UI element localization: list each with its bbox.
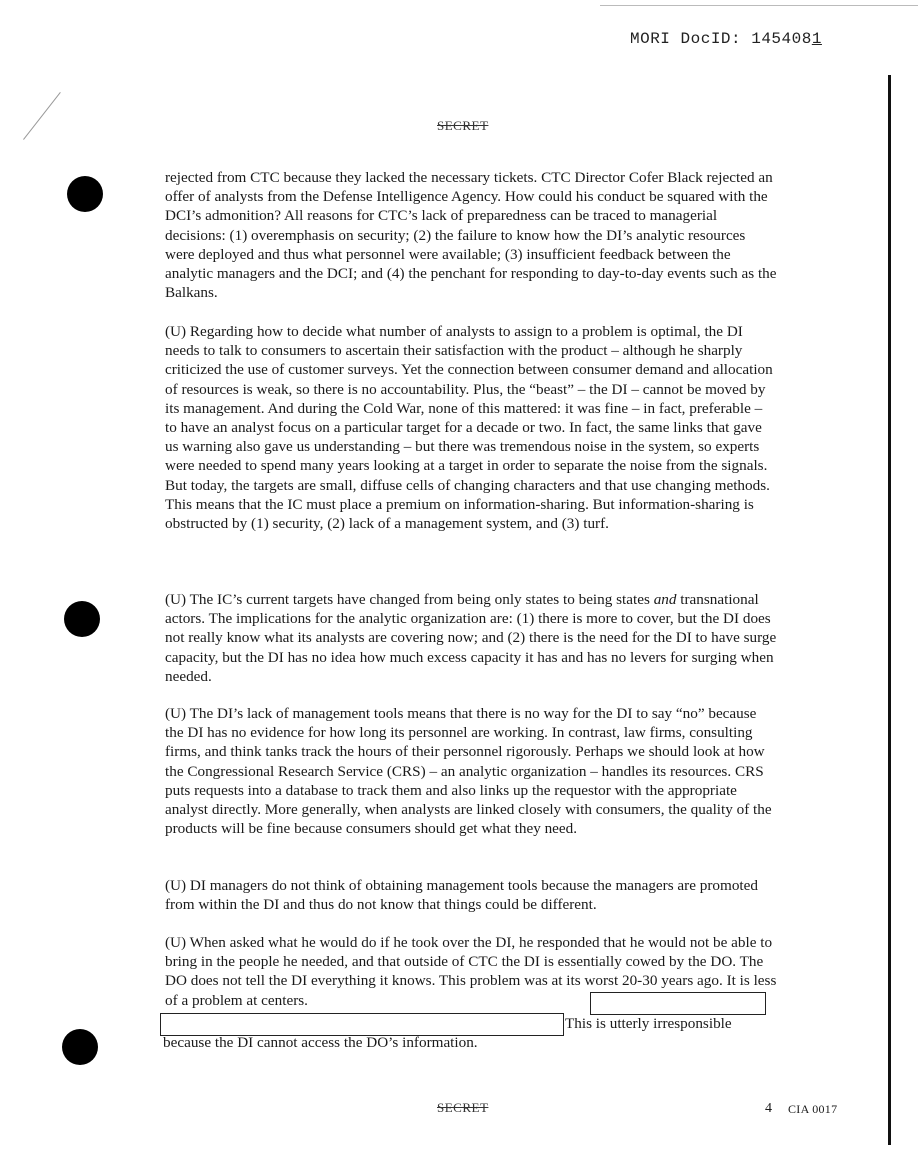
classification-marking-bottom: SECRET bbox=[437, 1100, 489, 1115]
punch-hole-bottom bbox=[62, 1029, 98, 1065]
paragraph-3 bbox=[165, 590, 777, 686]
document-id-text: MORI DocID: 145408 bbox=[630, 30, 812, 48]
punch-hole-top bbox=[67, 176, 103, 212]
document-id-last-digit: 1 bbox=[811, 30, 822, 48]
paragraph-4: (U) The DI’s lack of management tools means that there is no way for the DI to say “no” because the DI has no evidence for how long its personnel are working. In contrast, law firms, consulting firms, and think tanks track the hours of their personnel rigorously. Perhaps we should look at how the Congressional Research Service (CRS) – an analytic organization – handles its resources. CRS puts requests into a database to track them and also links up the requestor with the appropriate analyst directly. More generally, when analysts are linked closely with consumers, the quality of the products will be fine because consumers should get what they need. bbox=[165, 705, 772, 838]
paragraph-3-emphasis: and bbox=[653, 591, 677, 608]
paragraph-5: (U) DI managers do not think of obtaining management tools because the managers are promoted from within the DI and thus do not know that things could be different. bbox=[165, 877, 758, 914]
redaction-box bbox=[590, 992, 766, 1015]
paragraph-2: (U) Regarding how to decide what number of analysts to assign to a problem is optimal, the DI needs to talk to consumers to ascertain their satisfaction with the product – although he sharply criticized the use of customer surveys. Yet the connection between consumer demand and allocation of resources is weak, so there is no accountability. Plus, the “beast” – the DI – cannot be moved by its management. And during the Cold War, none of this mattered: it was fine – in fact, preferable – to have an analyst focus on a particular target for a decade or two. In fact, the same links that gave us warning also gave us understanding – but there was tremendous noise in the system, so experts were needed to spend many years looking at a target in order to separate the noise from the signals. But today, the targets are small, diffuse cells of changing characters and that use changing methods. This means that the IC must place a premium on information-sharing. But information-sharing is obstructed by (1) security, (2) lack of a management system, and (3) turf. bbox=[165, 323, 773, 533]
scan-mark bbox=[23, 92, 61, 140]
classification-marking-top: SECRET bbox=[437, 118, 489, 133]
scan-top-edge bbox=[600, 5, 918, 6]
margin-rule bbox=[888, 75, 891, 1145]
paragraph-3-start: (U) The IC’s current targets have changed from being only states to being states bbox=[165, 591, 654, 608]
paragraph-3-end: transnational actors. The implications for the analytic organization are: (1) there is more to cover, but the DI does not really know what its analysts are covering now; and (2) there is the need for the DI to have surge capacity, but the DI has no idea how much excess capacity it has and has no levers for surging when needed. bbox=[165, 591, 777, 685]
paragraph-6: (U) When asked what he would do if he took over the DI, he responded that he would not be able to bring in the people he needed, and that outside of CTC the DI is essentially cowed by the DO. The DO does not tell the DI everything it knows. This problem was at its worst 20-30 years ago. It is less of a problem at centers. bbox=[165, 934, 777, 1009]
document-id bbox=[630, 30, 822, 48]
paragraph-6-continuation: This is utterly irresponsible bbox=[565, 1015, 732, 1032]
page-number: 4 bbox=[765, 1101, 772, 1116]
paragraph-6-final-line: because the DI cannot access the DO’s information. bbox=[163, 1034, 478, 1051]
punch-hole-middle bbox=[64, 601, 100, 637]
paragraph-1: rejected from CTC because they lacked the necessary tickets. CTC Director Cofer Black rejected an offer of analysts from the Defense Intelligence Agency. How could his conduct be squared with the DCI’s admonition? All reasons for CTC’s lack of preparedness can be traced to managerial decisions: (1) overemphasis on security; (2) the failure to know how the DI’s analytic resources were deployed and thus what personnel were available; (3) insufficient feedback between the analytic managers and the DCI; and (4) the penchant for responding to day-to-day events such as the Balkans. bbox=[165, 169, 777, 302]
bates-number: CIA 0017 bbox=[788, 1102, 838, 1116]
